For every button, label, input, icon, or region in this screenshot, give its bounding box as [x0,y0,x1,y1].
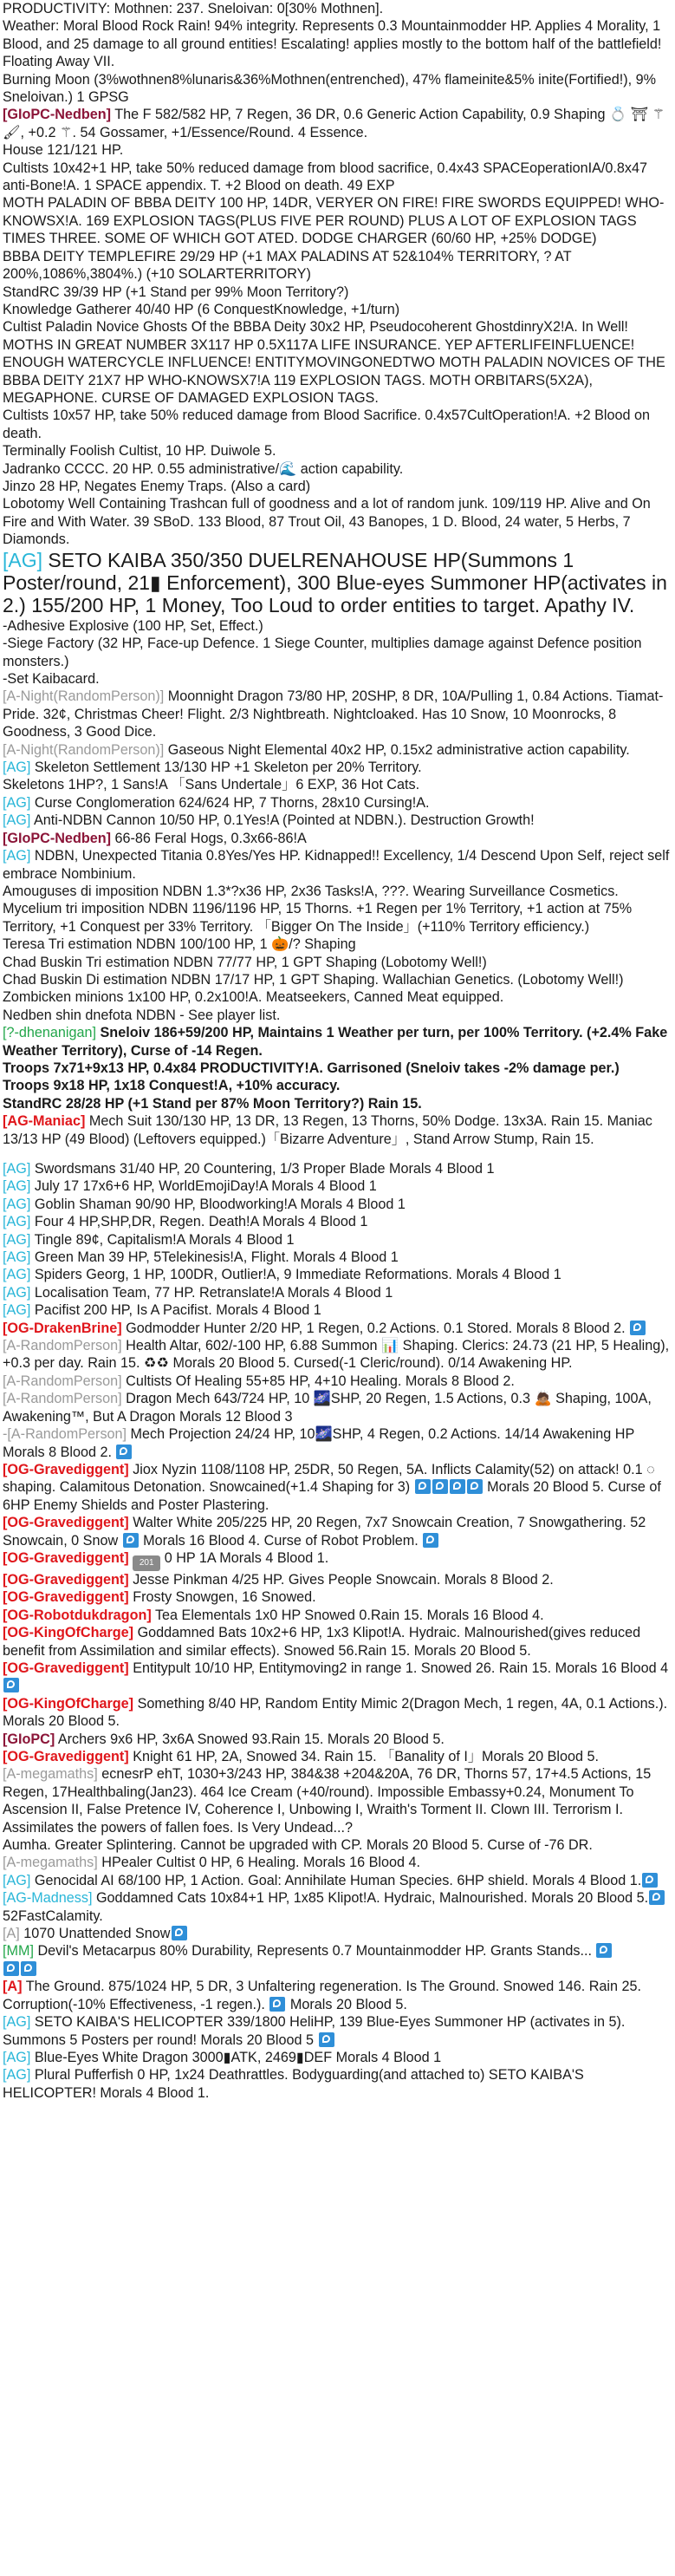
entity-line [3,988,672,1006]
entity-line [3,1461,672,1514]
entity-text: Skeletons 1HP?, 1 Sans!A 「Sans Undertale」6 EXP, 36 Hot Cats. [3,777,420,793]
entity-text: PRODUCTIVITY: Mothnen: 237. Sneloivan: 0[30% Mothnen]. [3,1,384,16]
entity-text: Cultist Paladin Novice Ghosts Of the BBBA Deity 30x2 HP, Pseudocoherent GhostdinryX2!A. In Well! [3,319,628,336]
entity-text: 1070 Unattended Snow [19,1926,171,1942]
entity-line [3,284,672,301]
entity-text: Moonnight Dragon 73/80 HP, 20SHP, 8 DR, 10A/Pulling 1, 0.84 Actions. Tiamat-Pride. 32¢, Christmas Cheer! Flight. 2/3 Nightbreath. Nightcloaked. Has 10 Snow, 10 Moonrocks, 8 Goodness, 3 Good Dice. [3,688,664,740]
entity-text: Godmodder Hunter 2/20 HP, 1 Regen, 0.2 Actions. 0.1 Stored. Morals 8 Blood 2. [121,1320,630,1336]
entity-text: Cultists Of Healing 55+85 HP, 4+10 Healing. Morals 8 Blood 2. [121,1373,515,1389]
entity-text: Goblin Shaman 90/90 HP, Bloodworking!A Morals 4 Blood 1 [30,1196,406,1212]
entity-line [3,106,672,141]
faction-tag: [AG] [3,548,43,571]
entity-text: Goddamned Bats 10x2+6 HP, 1x3 Klipot!A. Hydraic. Malnourished(gives reduced benefit from Assimilation and similar effects). Snowed 56.Rain 15. Morals 20 Blood 5. [3,1625,641,1659]
entity-line [3,336,672,408]
badge-icon [319,2032,334,2047]
entity-line [3,1177,672,1195]
entity-line [3,1390,672,1425]
entity-line [3,160,672,195]
entity-line [3,1337,672,1373]
badge-icon [467,1479,483,1494]
entity-text: Mech Projection 24/24 HP, 10🌌SHP, 4 Regen, 0.2 Actions. 14/14 Awakening HP Morals 8 Blood 2. [3,1426,634,1460]
entity-line [3,0,672,17]
entity-text: Aumha. Greater Splintering. Cannot be upgraded with CP. Morals 20 Blood 5. Curse of -76 DR. [3,1837,593,1854]
badge-icon [630,1321,646,1335]
faction-tag: [AG-Madness] [3,1890,93,1907]
badge-icon [415,1479,431,1494]
entity-text: Burning Moon (3%wothnen8%lunaris&36%Mothnen(entrenched), 47% flameinite&5% inite(Fortified!), 9% Sneloivan.) 1 GPSG [3,71,657,106]
faction-tag: [AG] [3,1231,31,1248]
entity-line [3,1077,672,1094]
entity-line [3,741,672,759]
faction-tag: [A-RandomPerson] [3,1391,122,1407]
faction-tag: [AG] [3,2049,31,2065]
entity-text: Dragon Mech 643/724 HP, 10 🌌SHP, 20 Regen, 1.5 Actions, 0.3 🙇🏽 Shaping, 100A, Awakening™, But A Dragon Morals 12 Blood 3 [3,1391,652,1425]
entity-line [3,635,672,670]
entity-line [3,936,672,953]
entity-text: Troops 9x18 HP, 1x18 Conquest!A, +10% accuracy. [3,1078,341,1094]
entity-text: Four 4 HP,SHP,DR, Regen. Death!A Morals 4 Blood 1 [30,1214,368,1230]
entity-text: -Adhesive Explosive (100 HP, Set, Effect.) [3,617,263,634]
faction-tag: [OG-KingOfCharge] [3,1695,134,1712]
faction-tag: [AG] [3,1249,31,1266]
entity-line [3,460,672,478]
entity-line [3,407,672,442]
entity-text: BBBA DEITY TEMPLEFIRE 29/29 HP (+1 MAX PALADINS AT 52&104% TERRITORY, ? AT 200%,1086%,3804%.) (+10 SOLARTERRITORY) [3,248,572,283]
entity-text: SETO KAIBA'S HELICOPTER 339/1800 HeliHP, 139 Blue-Eyes Summoner HP (activates in 5). Summons 5 Posters per round! Morals 20 Blood 5 [3,2014,626,2048]
entity-line [3,318,672,336]
entity-line [3,1213,672,1230]
entity-text: House 121/121 HP. [3,142,124,159]
faction-tag: [AG] [3,1178,31,1195]
entity-line [3,794,672,812]
badge-icon [3,1678,19,1692]
entity-text: The Ground. 875/1024 HP, 5 DR, 3 Unfaltering regeneration. Is The Ground. Snowed 146. Rain 25. Corruption(-10% Effectiveness, -1 regen.). [3,1979,641,2012]
faction-tag: -[A-RandomPerson] [3,1426,127,1443]
entity-text: Lobotomy Well Containing Trashcan full of goodness and a lot of random junk. 109/119 HP. Alive and On Fire and With Water. 39 SBoD. 133 Blood, 87 Trout Oil, 43 Banopes, 1 D. Blood, 24 water, 5 Herbs, 7 Diamonds. [3,496,651,548]
entity-line [3,883,672,900]
faction-tag: [AG] [3,1161,31,1177]
entity-line [3,2049,672,2066]
entity-text: Something 8/40 HP, Random Entity Mimic 2(Dragon Mech, 1 regen, 4A, 0.1 Actions.). Morals 20 Blood 5. [3,1695,668,1730]
entity-line [3,1942,672,1960]
entity-text: Pacifist 200 HP, Is A Pacifist. Morals 4 Blood 1 [30,1302,321,1319]
faction-tag: [GIoPC] [3,1731,55,1747]
entity-text: Swordsmans 31/40 HP, 20 Countering, 1/3 Proper Blade Morals 4 Blood 1 [30,1161,495,1177]
entity-line [3,1231,672,1249]
entity-line [3,1660,672,1695]
entity-line [3,17,672,70]
entity-line [3,2066,672,2102]
faction-tag: [OG-Gravediggent] [3,1749,129,1764]
entity-line [3,1571,672,1588]
badge-icon [596,1943,612,1958]
badge-icon [649,1890,665,1905]
entity-line [3,1060,672,1077]
entity-text: Weather: Moral Blood Rock Rain! 94% integrity. Represents 0.3 Mountainmodder HP. Applies 4 Morality, 1 Blood, and 25 damage to all ground entities! Escalating! applies mostly to the bottom half of the battlefield! Floating Away VII. [3,18,662,70]
entity-text: Gaseous Night Elemental 40x2 HP, 0.15x2 administrative action capability. [164,741,630,758]
entity-line [3,1748,672,1765]
entity-text: Chad Buskin Di estimation NDBN 17/17 HP, 1 GPT Shaping. Wallachian Genetics. (Lobotomy Well!) [3,971,624,988]
faction-tag: [A-megamaths] [3,1766,98,1783]
entity-line [3,812,672,829]
entity-line [3,971,672,988]
entity-text-tail: Morals 20 Blood 5. [286,1996,407,2012]
entity-line [3,248,672,284]
entity-line [3,1196,672,1213]
entity-line [3,1588,672,1606]
entity-text: July 17 17x6+6 HP, WorldEmojiDay!A Morals 4 Blood 1 [30,1178,377,1195]
entity-text: Tingle 89¢, Capitalism!A Morals 4 Blood 1 [30,1231,295,1248]
entity-text: Nedben shin dnefota NDBN - See player list. [3,1007,281,1023]
badge-icon [642,1873,658,1888]
entity-line [3,670,672,688]
entity-text: Zombicken minions 1x100 HP, 0.2x100!A. Meatseekers, Canned Meat equipped. [3,989,504,1006]
entity-line [3,1872,672,1889]
entity-line [3,1624,672,1660]
entity-line [3,71,672,107]
entity-text: Chad Buskin Tri estimation NDBN 77/77 HP, 1 GPT Shaping (Lobotomy Well!) [3,954,487,970]
entity-text: MOTH PALADIN OF BBBA DEITY 100 HP, 14DR, VERYER ON FIRE! FIRE SWORDS EQUIPPED! WHO-KNOWSX!A. 169 EXPLOSION TAGS(PLUS FIVE PER ROUND) PLUS A LOT OF EXPLOSION TAGS TIMES THREE. SOME OF WHICH GOT ATED. DODGE CHARGER (60/60 HP, +25% DODGE) [3,195,665,247]
entity-line [3,847,672,883]
entity-text: Skeleton Settlement 13/130 HP +1 Skeleton per 20% Territory. [30,760,422,776]
entity-text: Curse Conglomeration 624/624 HP, 7 Thorns, 28x10 Cursing!A. [30,794,430,811]
entity-line [3,1301,672,1319]
entity-line [3,1854,672,1871]
entity-text: Entitypult 10/10 HP, Entitymoving2 in range 1. Snowed 26. Rain 15. Morals 16 Blood 4 [128,1660,669,1676]
entity-text: MOTHS IN GREAT NUMBER 3X117 HP 0.5X117A LIFE INSURANCE. YEP AFTERLIFEINFLUENCE! ENOUGH WATERCYCLE INFLUENCE! ENTITYMOVINGONEDTWO MOTH PALADIN NOVICES OF THE BBBA DEITY 21X7 HP WHO-KNOWSX7!A 119 EXPLOSION TAGS. MOTH ORBITARS(5X2A), MEGAPHONE. CURSE OF DAMAGED EXPLOSION TAGS. [3,336,665,406]
entity-line [3,1425,672,1461]
entity-line [3,1112,672,1148]
entity-line [3,1266,672,1283]
badge-icon [269,1997,285,2012]
faction-tag: [MM] [3,1943,34,1960]
faction-tag: [AG] [3,760,31,776]
entity-text: 66-86 Feral Hogs, 0.3x66-86!A [111,830,307,846]
faction-tag: [AG-Maniac] [3,1113,86,1130]
faction-tag: [A-RandomPerson] [3,1373,122,1389]
entity-line [3,1607,672,1624]
entity-text: Green Man 39 HP, 5Telekinesis!A, Flight. Morals 4 Blood 1 [30,1249,399,1266]
entity-line [3,1889,672,1925]
faction-tag: [AG] [3,1284,31,1301]
entity-line [3,900,672,936]
entity-text: Plural Pufferfish 0 HP, 1x24 Deathrattles. Bodyguarding(and attached to) SETO KAIBA'S HELICOPTER! Morals 4 Blood 1. [3,2067,584,2101]
faction-tag: [GIoPC-Nedben] [3,107,111,123]
entity-text: ecnesrP ehT, 1030+3/243 HP, 384&38 +204&20A, 76 DR, Thorns 57, 17+4.5 Actions, 15 Regen, 17Healthbaling(Jan23). 464 Ice Cream (+40/round). Impossible Embassy+0.24, Monument To Ascension II, False Pretence IV, Coherence I, Unbowing I, Wraith's Torment II. Clown III. Terrorism I. Assimilates the powers of fallen foes. Is Very Undead...? [3,1766,652,1836]
faction-tag: [A] [3,1926,20,1942]
entity-line [3,1007,672,1024]
faction-tag: [AG] [3,1872,31,1888]
faction-tag: [AG] [3,1196,31,1212]
faction-tag: [OG-DrakenBrine] [3,1320,122,1336]
badge-icon [21,1961,36,1976]
faction-tag: [OG-Gravediggent] [3,1515,129,1531]
count-chip: 201 [133,1555,160,1571]
entity-line [3,1249,672,1266]
entity-text: Frosty Snowgen, 16 Snowed. [128,1589,316,1606]
entity-line [3,442,672,460]
spacer [3,1148,672,1160]
entity-text-tail: Morals 16 Blood 4. Curse of Robot Problem. [139,1532,423,1549]
entity-text: The F 582/582 HP, 7 Regen, 36 DR, 0.6 Generic Action Capability, 0.9 Shaping 💍 ⛩ ⚚ 🖌, +0.2 ⚚. 54 Gossamer, +1/Essence/Round. 4 Essence. [3,107,665,140]
entity-line [3,1549,672,1571]
entity-line [3,688,672,740]
badge-icon [432,1479,448,1494]
entity-text: Mech Suit 130/130 HP, 13 DR, 13 Regen, 13 Thorns, 50% Dodge. 13x3A. Rain 15. Maniac 13/13 HP (49 Blood) (Leftovers equipped.)「Bizarre Adventure」, Stand Arrow Stump, Rain 15. [3,1113,652,1147]
entity-line [3,954,672,971]
entity-line [3,1320,672,1337]
entity-line [3,617,672,635]
entity-text: Spiders Georg, 1 HP, 100DR, Outlier!A, 9 Immediate Reformations. Morals 4 Blood 1 [30,1267,561,1283]
faction-tag: [AG] [3,2014,31,2031]
entity-text: Terminally Foolish Cultist, 10 HP. Duiwole 5. [3,443,276,460]
entity-text: Localisation Team, 77 HP. Retranslate!A Morals 4 Blood 1 [30,1284,393,1301]
faction-tag: [OG-Gravediggent] [3,1571,129,1588]
faction-tag: [GIoPC-Nedben] [3,830,111,846]
entity-text: Tea Elementals 1x0 HP Snowed 0.Rain 15. Morals 16 Blood 4. [151,1607,544,1623]
entity-text: Teresa Tri estimation NDBN 100/100 HP, 1 🎃/? Shaping [3,936,356,953]
badge-icon [116,1445,132,1459]
entity-line [3,1160,672,1177]
entity-line [3,1373,672,1390]
faction-tag: [A] [3,1979,23,1995]
entity-text: Archers 9x6 HP, 3x6A Snowed 93.Rain 15. Morals 20 Blood 5. [55,1731,445,1747]
entity-text: Knowledge Gatherer 40/40 HP (6 ConquestKnowledge, +1/turn) [3,301,400,317]
badge-icon [172,1926,187,1940]
entity-text: Health Altar, 602/-100 HP, 6.88 Summon 📊 Shaping. Clerics: 24.73 (21 HP, 5 Healing), +0.3 per day. Rain 15. ♻♻ Morals 20 Blood 5. Cursed(-1 Cleric/round). 0/14 Awakening HP. [3,1338,670,1372]
entity-text: Sneloiv 186+59/200 HP, Maintains 1 Weather per turn, per 100% Territory. (+2.4% Fake Weather Territory), Curse of -14 Regen. [3,1025,668,1059]
entity-text: Cultists 10x42+1 HP, take 50% reduced damage from blood sacrifice, 0.4x43 SPACEoperationIA/0.8x47 anti-Bone!A. 1 SPACE appendix. T. +2 Blood on death. 49 EXP [3,160,648,194]
faction-tag: [OG-Gravediggent] [3,1589,129,1606]
badge-icon [123,1533,139,1548]
entity-line [3,776,672,793]
entity-line [3,549,672,617]
entity-line [3,1024,672,1060]
entity-line [3,495,672,548]
entity-text-tail: 52FastCalamity. [3,1908,103,1924]
entity-line [3,759,672,776]
faction-tag: [?-dhenanigan] [3,1025,97,1041]
faction-tag: [AG] [3,812,31,829]
faction-tag: [AG] [3,1214,31,1230]
entity-text: Genocidal AI 68/100 HP, 1 Action. Goal: Annihilate Human Species. 6HP shield. Morals 4 Blood 1. [30,1872,642,1888]
entity-line [3,1284,672,1301]
entity-text: Walter White 205/225 HP, 20 Regen, 7x7 Snowcain Creation, 7 Snowgathering. 52 Snowcain, 0 Snow [3,1515,646,1549]
entity-line [3,1514,672,1549]
entity-text: Amouguses di imposition NDBN 1.3*?x36 HP, 2x36 Tasks!A, ???. Wearing Surveillance Cosmetics. [3,883,619,899]
faction-tag: [A-megamaths] [3,1855,98,1871]
entity-line [3,830,672,847]
entity-line [3,141,672,159]
faction-tag: [A-Night(RandomPerson)] [3,741,165,758]
entity-text: HPealer Cultist 0 HP, 6 Healing. Morals 16 Blood 4. [97,1855,420,1871]
entity-line [3,1765,672,1836]
entity-text: Jadranko CCCC. 20 HP. 0.55 administrative/🌊 action capability. [3,460,404,477]
faction-tag: [AG] [3,848,31,864]
entity-text: NDBN, Unexpected Titania 0.8Yes/Yes HP. Kidnapped!! Excellency, 1/4 Descend Upon Self, reject self embrace Nombinium. [3,848,670,882]
faction-tag: [A-Night(RandomPerson)] [3,688,165,705]
faction-tag: [OG-KingOfCharge] [3,1625,134,1641]
entity-line [3,1960,672,1978]
entity-text: Knight 61 HP, 2A, Snowed 34. Rain 15. 「Banality of I」Morals 20 Blood 5. [128,1749,599,1764]
faction-tag: [OG-Gravediggent] [3,1549,129,1566]
entity-line [3,1925,672,1942]
entity-text: Jinzo 28 HP, Negates Enemy Traps. (Also a card) [3,478,311,494]
entity-text: Goddamned Cats 10x84+1 HP, 1x85 Klipot!A. Hydraic, Malnourished. Morals 20 Blood 5. [92,1890,649,1907]
entity-line [3,2013,672,2049]
entity-text: Devil's Metacarpus 80% Durability, Represents 0.7 Mountainmodder HP. Grants Stands... [33,1943,596,1960]
entity-line [3,1095,672,1112]
entity-text: Troops 7x71+9x13 HP, 0.4x84 PRODUCTIVITY!A. Garrisoned (Sneloiv takes -2% damage per.) [3,1060,620,1076]
entity-text: StandRC 28/28 HP (+1 Stand per 87% Moon Territory?) Rain 15. [3,1095,422,1112]
entity-text: -Siege Factory (32 HP, Face-up Defence. 1 Siege Counter, multiplies damage against Defence position monsters.) [3,636,642,669]
entity-line [3,1978,672,2013]
entity-line [3,478,672,495]
entity-text: StandRC 39/39 HP (+1 Stand per 99% Moon Territory?) [3,284,349,300]
entity-text: Jiox Nyzin 1108/1108 HP, 25DR, 50 Regen, 5A. Inflicts Calamity(52) on attack! 0.1 ◌ shaping. Calamitous Detonation. Snowcained(+1.4 Shaping for 3) [3,1461,655,1496]
badge-icon [450,1479,465,1494]
entity-text: Jesse Pinkman 4/25 HP. Gives People Snowcain. Morals 8 Blood 2. [128,1571,554,1588]
badge-icon [3,1961,19,1976]
entity-text-tail: Morals 20 Blood 5. Curse of 6HP Enemy Shields and Poster Plastering. [3,1479,661,1513]
faction-tag: [AG] [3,1302,31,1319]
entity-text: Anti-NDBN Cannon 10/50 HP, 0.1Yes!A (Pointed at NDBN.). Destruction Growth! [30,812,535,829]
faction-tag: [AG] [3,1267,31,1283]
entity-text: Cultists 10x57 HP, take 50% reduced damage from Blood Sacrifice. 0.4x57CultOperation!A. +2 Blood on death. [3,408,651,441]
faction-tag: [OG-Gravediggent] [3,1461,129,1477]
faction-tag: [AG] [3,2067,31,2084]
entity-line [3,1695,672,1731]
entity-line [3,1731,672,1748]
entity-text: Mycelium tri imposition NDBN 1196/1196 HP, 15 Thorns. +1 Regen per 1% Territory, +1 action at 75% Territory, +1 Conquest per 33% Territory. 「Bigger On The Inside」(+110% Territory efficiency.) [3,901,633,935]
faction-tag: [OG-Gravediggent] [3,1660,129,1676]
entity-text: -Set Kaibacard. [3,671,100,688]
faction-tag: [A-RandomPerson] [3,1338,122,1354]
entity-text: SETO KAIBA 350/350 DUELRENAHOUSE HP(Summons 1 Poster/round, 21▮ Enforcement), 300 Blue-eyes Summoner HP(activates in 2.) 155/200 HP, 1 Money, Too Loud to order entities to target. Apathy IV. [3,548,667,617]
entity-line [3,1836,672,1854]
faction-tag: [OG-Robotdukdragon] [3,1607,152,1623]
badge-icon [423,1533,438,1548]
entity-text-tail: 0 HP 1A Morals 4 Blood 1. [160,1549,329,1566]
faction-tag: [AG] [3,794,31,811]
entity-line [3,301,672,318]
entity-text: Blue-Eyes White Dragon 3000▮ATK, 2469▮DEF Morals 4 Blood 1 [30,2049,442,2065]
entity-line [3,194,672,247]
